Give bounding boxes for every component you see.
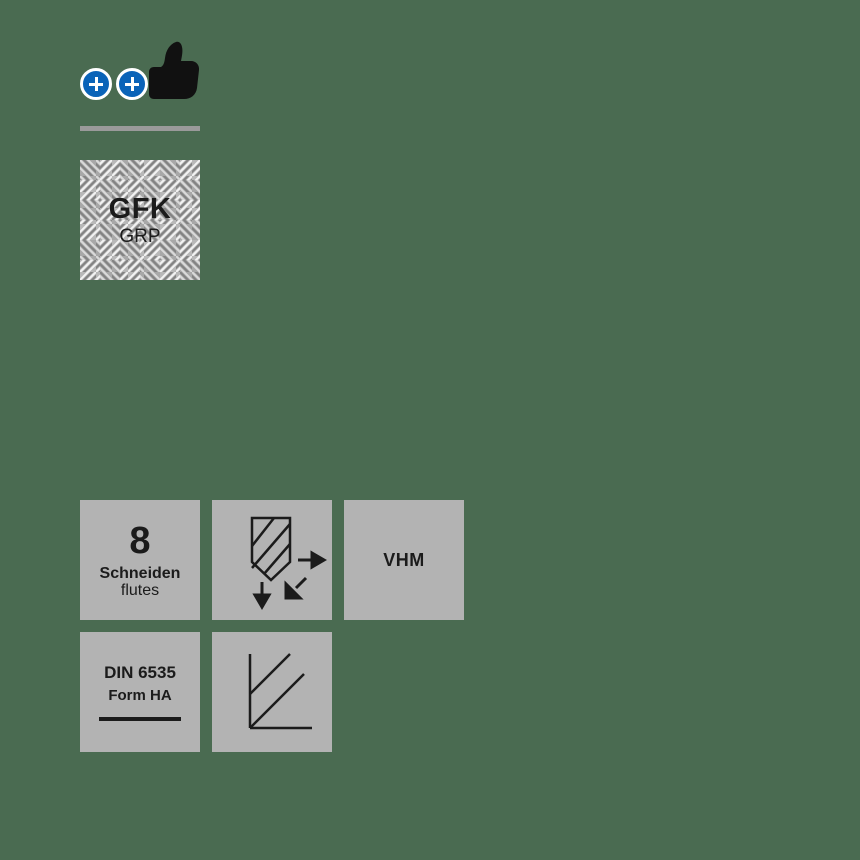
material-code: GFK <box>108 192 172 225</box>
din-form: Form HA <box>108 686 172 704</box>
thumbs-up-icon <box>148 40 200 102</box>
spec-tile-flutes <box>80 500 200 620</box>
spec-tile-cut-direction <box>212 500 332 620</box>
flutes-label-en: flutes <box>120 581 160 599</box>
material-tile-labels <box>80 160 200 280</box>
material-tile-gfk <box>80 160 200 280</box>
spec-tile-shank-standard <box>80 632 200 752</box>
cut-direction-icon <box>212 500 332 620</box>
din-underline <box>99 717 181 721</box>
rating-block <box>80 40 200 132</box>
din-standard: DIN 6535 <box>104 662 176 682</box>
spec-tile-helix-angle <box>212 632 332 752</box>
material-grade-label: VHM <box>383 549 425 570</box>
spec-tile-material-grade <box>344 500 464 620</box>
rating-divider <box>80 126 200 131</box>
plus-badge-1 <box>80 68 112 100</box>
flutes-label-de: Schneiden <box>99 564 181 582</box>
helix-angle-icon <box>212 632 332 752</box>
material-code-en: GRP <box>119 225 161 247</box>
plus-badge-2 <box>116 68 148 100</box>
flutes-count: 8 <box>129 519 151 562</box>
plus-badge-group <box>80 68 148 100</box>
